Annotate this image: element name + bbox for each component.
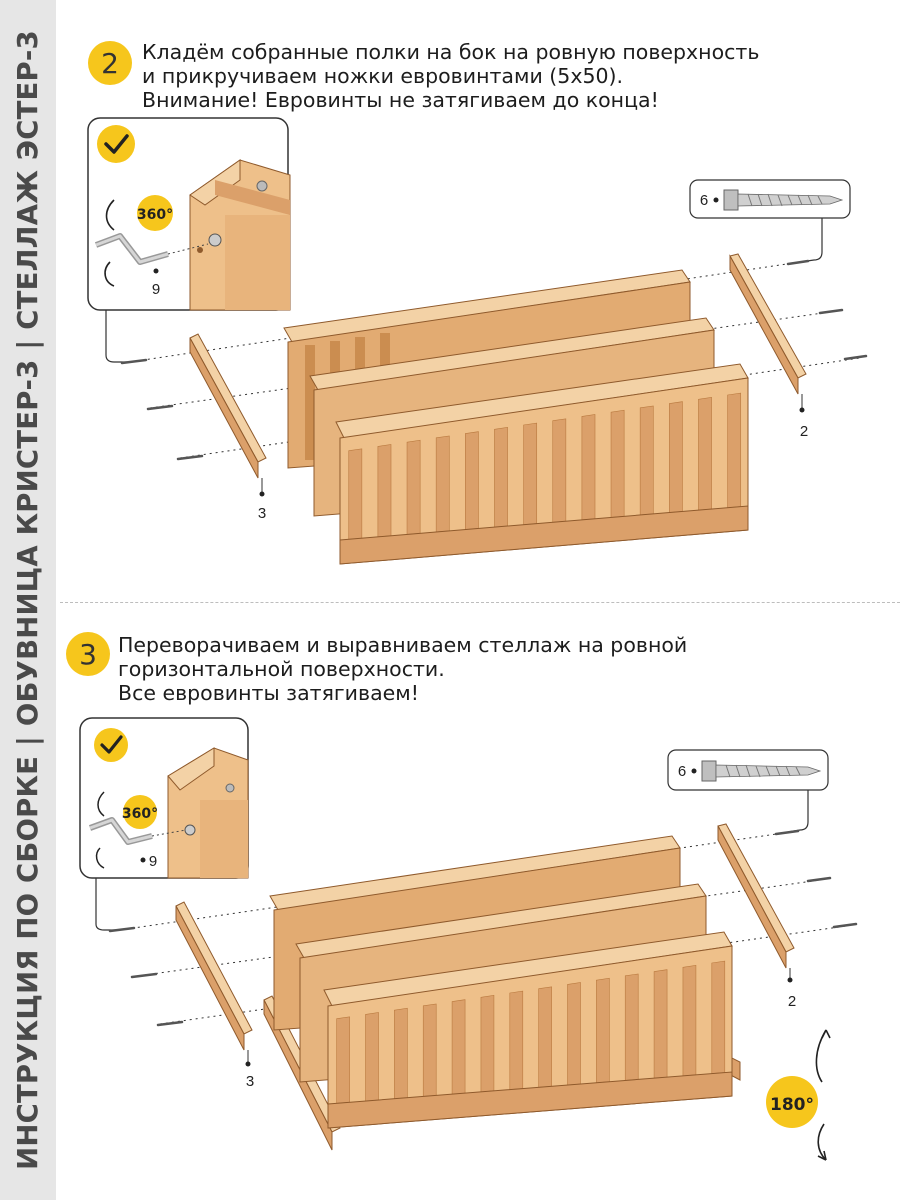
shelf-slat-gap — [553, 419, 566, 522]
shelf-slat-gap — [582, 415, 595, 520]
sidebar-title: ИНСТРУКЦИЯ ПО СБОРКЕ | ОБУВНИЦА КРИСТЕР-3 | СТЕЛЛАЖ ЭСТЕР-3 — [12, 30, 44, 1170]
step-2-left-leg-label: 3 — [257, 505, 267, 522]
shelf-slat-gap — [568, 983, 581, 1086]
step-3-tool-label: 9 — [148, 853, 158, 870]
shelf-slat-gap — [494, 427, 507, 527]
shelf-slat-gap — [349, 449, 362, 539]
shelf-slat-gap — [465, 432, 478, 530]
step-3-illustration — [80, 718, 856, 1160]
step-3-screw-callout — [668, 750, 828, 832]
step-3-line-1: Переворачиваем и выравниваем стеллаж на ровной — [118, 633, 688, 657]
shelf-slat-gap — [712, 961, 725, 1074]
step-3-badge: 3 — [66, 632, 110, 676]
step-3-screw-label: 6 — [677, 763, 687, 780]
step-2-line-1: Кладём собранные полки на бок на ровную поверхность — [142, 40, 760, 64]
shelf-slat-gap — [452, 1000, 465, 1095]
step-2-left-leg — [190, 334, 266, 522]
shelf-slat-gap — [510, 991, 523, 1090]
shelf-slat-gap — [524, 423, 537, 525]
step-2-tool-label: 9 — [151, 281, 161, 298]
step-2-illustration — [88, 118, 866, 564]
shelf-slat-gap — [481, 995, 494, 1092]
shelf-slat-gap — [640, 406, 653, 515]
step-3-flip-label: 180° — [770, 1095, 814, 1115]
step-3-line-2: горизонтальной поверхности. — [118, 657, 445, 681]
shelf-slat-gap — [436, 436, 449, 532]
step-2-right-leg-label: 2 — [799, 423, 809, 440]
shelf-slat-gap — [366, 1013, 379, 1102]
step-2-detail-box — [88, 118, 290, 310]
step-2-line-2: и прикручиваем ножки евровинтами (5х50). — [142, 64, 624, 88]
step-2-badge: 2 — [88, 41, 132, 85]
step-3-line-3: Все евровинты затягиваем! — [118, 681, 419, 705]
shelf-slat-gap — [611, 410, 624, 517]
shelf-slat-gap — [669, 402, 682, 513]
step-3-rotation-label: 360° — [121, 806, 159, 822]
shelf-slat-gap — [625, 974, 638, 1081]
step-3-right-leg-label: 2 — [787, 993, 797, 1010]
step-2-rotation-label: 360° — [136, 207, 174, 223]
shelf-slat-gap — [698, 397, 711, 510]
step-2-screw-label: 6 — [699, 192, 709, 209]
shelf-slat-gap — [683, 965, 696, 1076]
step-3-detail-box — [80, 718, 248, 878]
shelf-slat-gap — [654, 970, 667, 1079]
shelf-slat-gap — [407, 440, 420, 534]
shelf-slat-gap — [728, 393, 741, 508]
shelf-slat-gap — [423, 1004, 436, 1097]
shelf-slat-gap — [596, 978, 609, 1083]
step-2-line-3: Внимание! Евровинты не затягиваем до конца! — [142, 88, 659, 112]
shelf-slat-gap — [394, 1008, 407, 1099]
shelf-slat-gap — [378, 445, 391, 537]
step-2-screw-callout — [690, 180, 850, 262]
shelf-slat-gap — [337, 1017, 350, 1104]
step-3-flip-indicator — [766, 1030, 830, 1160]
step-3-left-leg — [176, 902, 254, 1090]
step-3-left-leg-label: 3 — [245, 1073, 255, 1090]
shelf-slat-gap — [539, 987, 552, 1088]
